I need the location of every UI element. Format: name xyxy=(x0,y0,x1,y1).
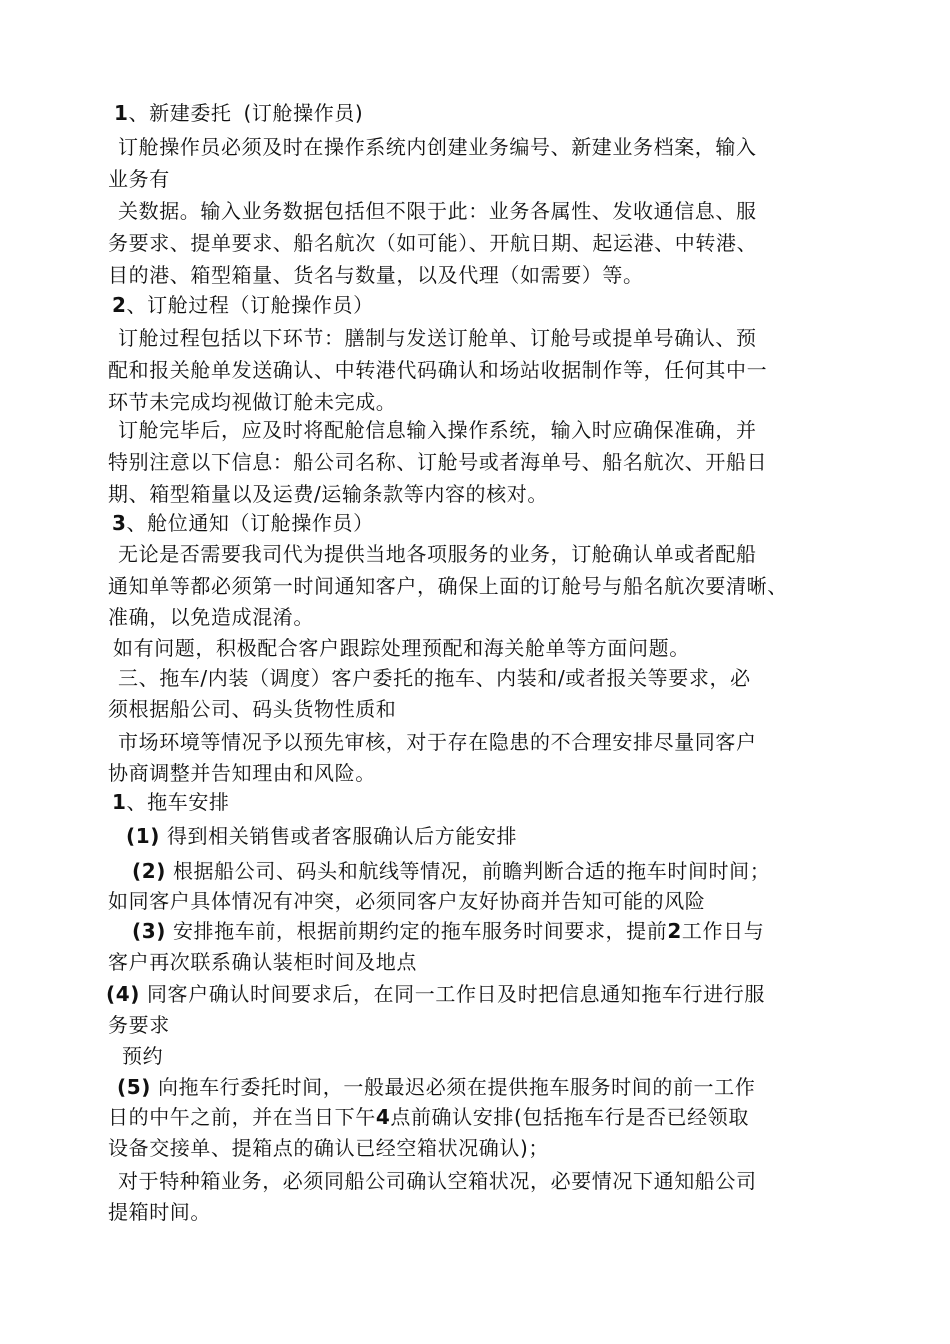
section-heading-new-commission xyxy=(114,97,363,129)
paragraph-line: 须根据船公司、码头货物性质和 xyxy=(108,697,397,721)
heading-number: 2 xyxy=(112,293,127,317)
paragraph-line: 环节未完成均视做订舱未完成。 xyxy=(108,390,397,414)
paragraph-line: 期、箱型箱量以及运费/运输条款等内容的核对。 xyxy=(108,482,548,506)
list-item-text: 向拖车行委托时间，一般最迟必须在提供拖车服务时间的前一工作 xyxy=(151,1075,756,1099)
inline-number: 2 xyxy=(667,919,682,943)
paragraph-line: 订舱完毕后，应及时将配舱信息输入操作系统，输入时应确保准确，并 xyxy=(118,418,757,442)
heading-text: 、拖车安排 xyxy=(126,790,230,814)
paragraph-line: 目的港、箱型箱量、货名与数量，以及代理（如需要）等。 xyxy=(108,263,644,287)
list-item-text-tail: 工作日与 xyxy=(681,919,765,943)
section-heading-space-notice xyxy=(112,507,374,539)
section-heading-trucking: 三、拖车/内装（调度）客户委托的拖车、内装和/或者报关等要求，必 xyxy=(118,666,751,690)
list-item-4 xyxy=(106,978,765,1010)
heading-number: 1 xyxy=(112,790,127,814)
paragraph-line xyxy=(108,1101,749,1133)
heading-number: 1 xyxy=(114,101,129,125)
list-item-number: (4) xyxy=(106,982,140,1006)
paragraph-line: 市场环境等情况予以预先审核，对于存在隐患的不合理安排尽量同客户 xyxy=(118,730,757,754)
list-item-number: (5) xyxy=(117,1075,151,1099)
section-heading-trucking-arrangement xyxy=(112,786,230,818)
paragraph-line: 如同客户具体情况有冲突，必须同客户友好协商并告知可能的风险 xyxy=(108,889,706,913)
paragraph-line: 订舱过程包括以下环节：膳制与发送订舱单、订舱号或提单号确认、预 xyxy=(118,326,757,350)
line-text: 日的中午之前，并在当日下午 xyxy=(108,1105,376,1129)
paragraph-line: 提箱时间。 xyxy=(108,1200,211,1224)
heading-number: 3 xyxy=(112,511,127,535)
heading-role: (订舱操作员) xyxy=(243,101,364,125)
paragraph-line: 预约 xyxy=(122,1044,164,1068)
line-text-tail: 点前确认安排(包括拖车行是否已经领取 xyxy=(390,1105,749,1129)
list-item-text: 安排拖车前，根据前期约定的拖车服务时间要求，提前 xyxy=(166,919,668,943)
paragraph-line: 如有问题，积极配合客户跟踪处理预配和海关舱单等方面问题。 xyxy=(113,636,690,660)
paragraph-line: 准确，以免造成混淆。 xyxy=(108,605,314,629)
paragraph-line: 客户再次联系确认装柜时间及地点 xyxy=(108,950,417,974)
list-item-1 xyxy=(126,820,517,852)
paragraph-line: 关数据。输入业务数据包括但不限于此：业务各属性、发收通信息、服 xyxy=(118,199,757,223)
paragraph-line: 订舱操作员必须及时在操作系统内创建业务编号、新建业务档案，输入 xyxy=(118,135,757,159)
paragraph-line: 无论是否需要我司代为提供当地各项服务的业务，订舱确认单或者配船 xyxy=(118,542,757,566)
paragraph-line: 设备交接单、提箱点的确认已经空箱状况确认)； xyxy=(108,1136,550,1160)
list-item-5 xyxy=(117,1071,755,1103)
paragraph-line: 特别注意以下信息：船公司名称、订舱号或者海单号、船名航次、开船日 xyxy=(108,450,768,474)
list-item-text: 根据船公司、码头和航线等情况，前瞻判断合适的拖车时间时间； xyxy=(166,859,771,883)
paragraph-line: 对于特种箱业务，必须同船公司确认空箱状况，必要情况下通知船公司 xyxy=(118,1169,757,1193)
paragraph-line: 通知单等都必须第一时间通知客户，确保上面的订舱号与船名航次要清晰、 xyxy=(108,574,788,598)
list-item-number: (2) xyxy=(132,859,166,883)
heading-text: 、新建委托 xyxy=(128,101,232,125)
section-heading-booking-process xyxy=(112,289,374,321)
list-item-text: 同客户确认时间要求后，在同一工作日及时把信息通知拖车行进行服 xyxy=(140,982,765,1006)
inline-number: 4 xyxy=(375,1105,391,1129)
paragraph-line: 务要求 xyxy=(108,1013,170,1037)
list-item-number: (1) xyxy=(126,824,160,848)
paragraph-line: 协商调整并告知理由和风险。 xyxy=(108,761,376,785)
list-item-2 xyxy=(132,855,770,887)
paragraph-line: 配和报关舱单发送确认、中转港代码确认和场站收据制作等，任何其中一 xyxy=(108,358,768,382)
list-item-3 xyxy=(132,915,764,947)
heading-text: 、订舱过程（订舱操作员） xyxy=(126,293,374,317)
paragraph-line: 务要求、提单要求、船名航次（如可能）、开航日期、起运港、中转港、 xyxy=(108,231,758,255)
list-item-text: 得到相关销售或者客服确认后方能安排 xyxy=(160,824,518,848)
paragraph-line: 业务有 xyxy=(108,167,170,191)
heading-text: 、舱位通知（订舱操作员） xyxy=(126,511,374,535)
list-item-number: (3) xyxy=(132,919,166,943)
